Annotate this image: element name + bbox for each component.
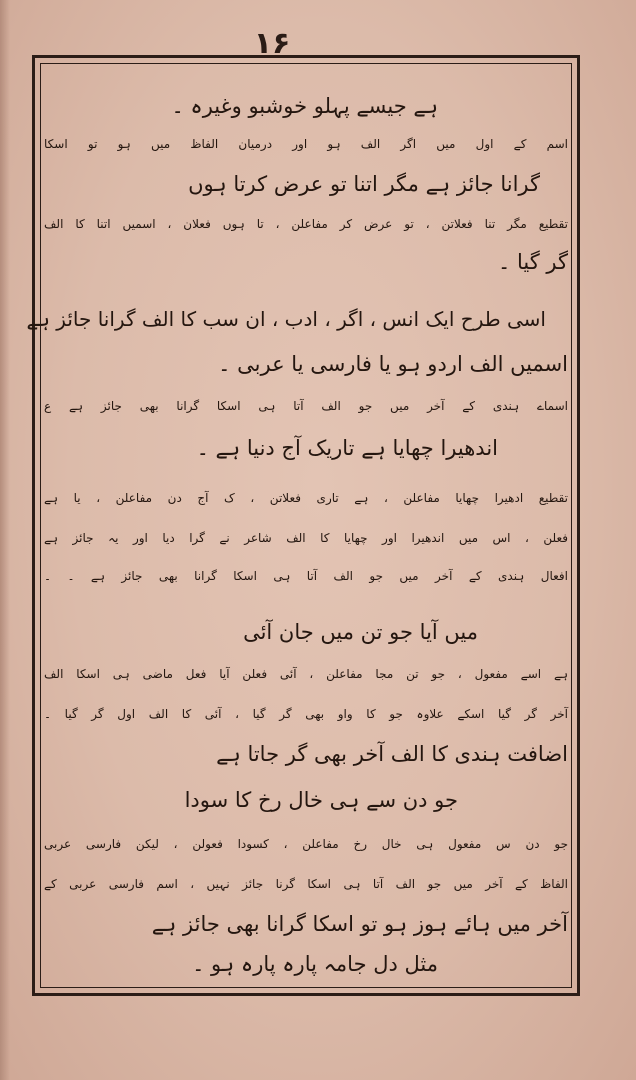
text-line: جو دن سے ہی خال رخ کا سودا bbox=[184, 788, 458, 812]
text-line: تقطیع ادھیرا چھایا مفاعلن ، ہے تاری فعلاتن ، ک آج دن مفاعلن ، یا ہے bbox=[44, 491, 568, 505]
text-line: آخر میں ہائے ہوز ہو تو اسکا گرانا بھی جائز ہے bbox=[151, 912, 568, 936]
page-number: ۱۶ bbox=[253, 26, 291, 61]
urdu-text-block bbox=[26, 72, 568, 982]
text-line: اسی طرح ایک انس ، اگر ، ادب ، ان سب کا الف گرانا جائز ہے bbox=[26, 307, 546, 331]
text-line: تقطیع مگر تنا فعلاتن ، تو عرض کر مفاعلن ، تا ہوں فعلان ، اسمیں اتنا کا الف bbox=[44, 217, 568, 231]
page-edge-shadow bbox=[0, 0, 10, 1080]
text-line: مثل دل جامہ پارہ پارہ ہو ۔ bbox=[192, 952, 438, 976]
text-line: میں آیا جو تن میں جان آئی bbox=[243, 620, 478, 644]
text-line: اسماے ہندی کے آخر میں جو الف آتا ہی اسکا گرانا بھی جائز ہے ع bbox=[44, 399, 568, 413]
text-line: گرانا جائز ہے مگر اتنا تو عرض کرتا ہوں bbox=[188, 172, 540, 196]
text-line: اضافت ہندی کا الف آخر بھی گر جاتا ہے bbox=[216, 742, 568, 766]
text-line: آخر گر گیا اسکے علاوہ جو کا واو بھی گر گیا ، آئی کا الف اول گر گیا ۔ bbox=[44, 707, 568, 721]
text-line: اسمیں الف اردو ہو یا فارسی یا عربی ۔ bbox=[218, 352, 568, 376]
text-line: افعال ہندی کے آخر میں جو الف آتا ہی اسکا گرانا بھی جائز ہے ۔ ۔ bbox=[44, 569, 568, 583]
text-line: الفاظ کے آخر میں جو الف آتا ہی اسکا گرنا جائز نہیں ، اسم فارسی عربی کے bbox=[44, 877, 568, 891]
text-line: فعلن ، اس میں اندھیرا اور چھایا کا الف شاعر نے گرا دیا اور یہ جائز ہے bbox=[44, 531, 568, 545]
text-line: اسم کے اول میں اگر الف ہو اور درمیان الفاظ میں ہو تو اسکا bbox=[44, 137, 568, 151]
text-line: جو دن س مفعول ہی خال رخ مفاعلن ، کسودا فعولن ، لیکن فارسی عربی bbox=[44, 837, 568, 851]
text-line: گر گیا ۔ bbox=[498, 250, 568, 274]
text-line: اندھیرا چھایا ہے تاریک آج دنیا ہے ۔ bbox=[196, 436, 498, 460]
text-line: ہے اسے مفعول ، جو تن مجا مفاعلن ، آئی فعلن آیا فعل ماضی ہی اسکا الف bbox=[44, 667, 568, 681]
text-line: ہے جیسے پہلو خوشبو وغیرہ ۔ bbox=[171, 94, 438, 118]
